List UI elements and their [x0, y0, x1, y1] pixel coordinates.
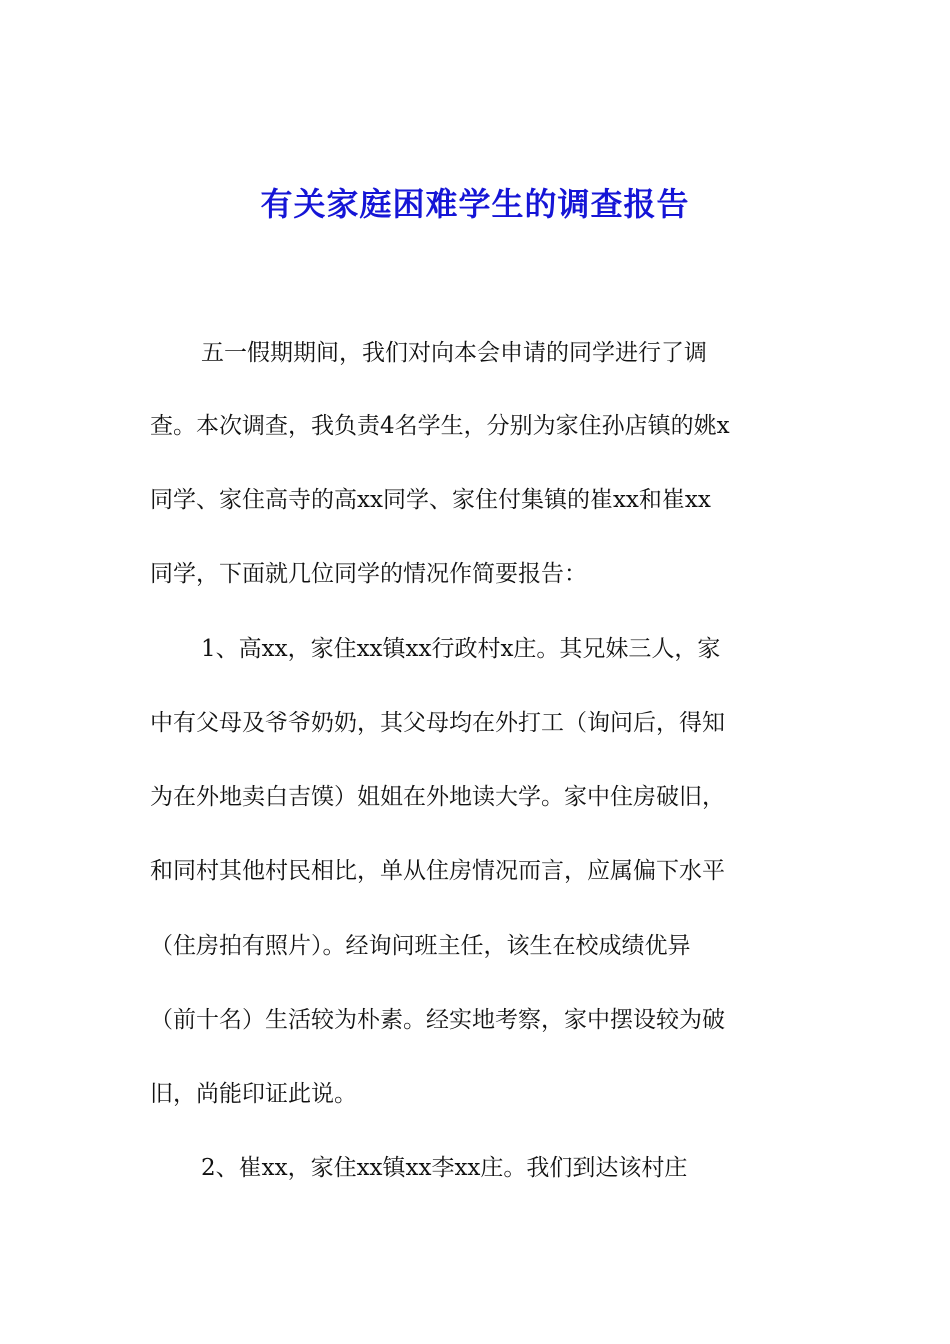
paragraph-2-line-6: （前十名）生活较为朴素。经实地考察，家中摆设较为破	[150, 1007, 725, 1033]
document-title: 有关家庭困难学生的调查报告	[260, 185, 690, 223]
paragraph-2-line-4: 和同村其他村民相比，单从住房情况而言，应属偏下水平	[150, 858, 725, 884]
paragraph-2-line-1: 1、高xx，家住xx镇xx行政村x庄。其兄妹三人，家	[201, 636, 721, 662]
paragraph-2-line-7: 旧，尚能印证此说。	[150, 1081, 357, 1107]
paragraph-1-line-4: 同学，下面就几位同学的情况作简要报告：	[150, 561, 587, 587]
paragraph-2-line-2: 中有父母及爷爷奶奶，其父母均在外打工（询问后，得知	[150, 710, 725, 736]
paragraph-1-line-2: 查。本次调查，我负责4名学生，分别为家住孙店镇的姚x	[150, 413, 730, 439]
paragraph-1-line-1: 五一假期期间，我们对向本会申请的同学进行了调	[201, 340, 707, 366]
paragraph-3-line-1: 2、崔xx，家住xx镇xx李xx庄。我们到达该村庄	[201, 1155, 688, 1181]
paragraph-1-line-3: 同学、家住高寺的高xx同学、家住付集镇的崔xx和崔xx	[150, 487, 711, 513]
paragraph-2-line-5: （住房拍有照片）。经询问班主任，该生在校成绩优异	[150, 933, 691, 959]
paragraph-2-line-3: 为在外地卖白吉馍）姐姐在外地读大学。家中住房破旧，	[150, 784, 725, 810]
